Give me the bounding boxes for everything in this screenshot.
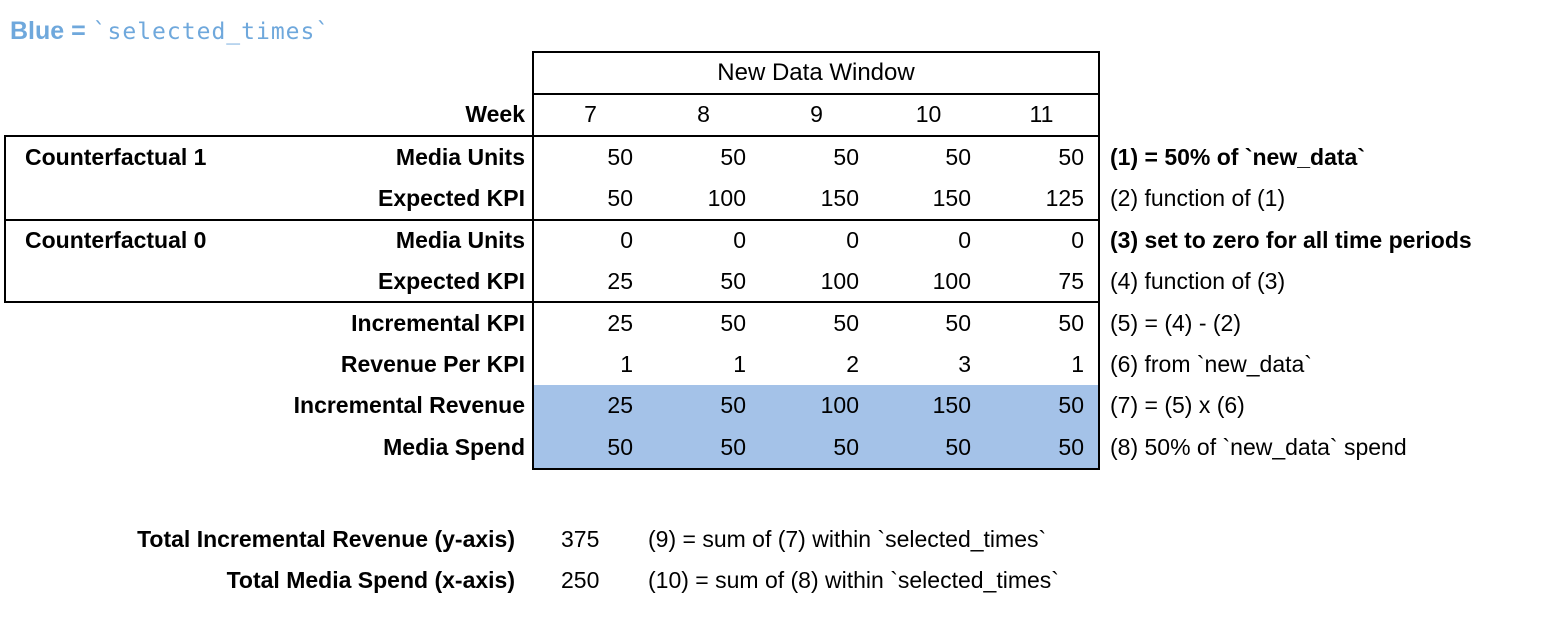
table-cell: 150 xyxy=(932,185,971,211)
table-cell-highlighted: 50 xyxy=(720,392,746,418)
annotation-4: (4) function of (3) xyxy=(1110,268,1286,294)
table-cell: 0 xyxy=(958,227,971,253)
row-label-media-units-cf0: Media Units xyxy=(395,227,525,253)
week-cell: 11 xyxy=(1029,101,1054,127)
table-cell: 50 xyxy=(1058,310,1084,336)
table-cell: 50 xyxy=(833,144,859,170)
week-cell: 9 xyxy=(810,101,823,127)
row-label-media-units-cf1: Media Units xyxy=(395,144,525,170)
table-cell: 1 xyxy=(1071,351,1084,377)
week-cell: 8 xyxy=(697,101,710,127)
row-label-expected-kpi-cf1: Expected KPI xyxy=(378,185,525,211)
annotation-10: (10) = sum of (8) within `selected_times` xyxy=(648,567,1059,593)
table-cell: 25 xyxy=(607,268,633,294)
table-cell-highlighted: 100 xyxy=(820,392,859,418)
table-cell: 2 xyxy=(846,351,859,377)
table-cell: 0 xyxy=(620,227,633,253)
total-media-spend-value: 250 xyxy=(561,567,600,593)
annotation-3: (3) set to zero for all time periods xyxy=(1110,227,1472,253)
table-cell: 50 xyxy=(945,310,971,336)
table-cell: 50 xyxy=(720,268,746,294)
table-cell: 100 xyxy=(707,185,746,211)
table-cell: 50 xyxy=(720,310,746,336)
table-cell-highlighted: 50 xyxy=(945,434,971,460)
table-cell: 50 xyxy=(945,144,971,170)
table-cell-highlighted: 50 xyxy=(720,434,746,460)
row-label-incremental-revenue: Incremental Revenue xyxy=(293,392,525,418)
table-cell: 50 xyxy=(720,144,746,170)
legend-blue-label: Blue = xyxy=(10,17,93,45)
table-cell-highlighted: 50 xyxy=(1058,434,1084,460)
table-cell: 25 xyxy=(607,310,633,336)
table-cell-highlighted: 50 xyxy=(833,434,859,460)
table-cell: 50 xyxy=(607,144,633,170)
table-cell: 100 xyxy=(932,268,971,294)
table-border-bottom xyxy=(532,468,1100,470)
table-cell: 125 xyxy=(1045,185,1084,211)
table-cell: 0 xyxy=(733,227,746,253)
week-cell: 10 xyxy=(915,101,942,127)
row-label-media-spend: Media Spend xyxy=(383,434,525,460)
table-cell: 50 xyxy=(1058,144,1084,170)
total-incremental-revenue-label: Total Incremental Revenue (y-axis) xyxy=(137,526,515,552)
week-label: Week xyxy=(465,101,525,127)
annotation-7: (7) = (5) x (6) xyxy=(1110,392,1245,418)
table-cell-highlighted: 25 xyxy=(607,392,633,418)
annotation-1: (1) = 50% of `new_data` xyxy=(1110,144,1365,170)
table-cell: 0 xyxy=(846,227,859,253)
new-data-window-header: New Data Window xyxy=(717,59,915,86)
group-label-counterfactual-1: Counterfactual 1 xyxy=(25,144,207,170)
annotation-2: (2) function of (1) xyxy=(1110,185,1286,211)
legend-selected-times-code: `selected_times` xyxy=(92,19,331,45)
annotation-8: (8) 50% of `new_data` spend xyxy=(1110,434,1407,460)
table-cell: 100 xyxy=(820,268,859,294)
total-incremental-revenue-value: 375 xyxy=(561,526,600,552)
table-cell: 75 xyxy=(1058,268,1084,294)
table-cell: 3 xyxy=(958,351,971,377)
table-cell: 50 xyxy=(607,185,633,211)
table-cell: 0 xyxy=(1071,227,1084,253)
total-media-spend-label: Total Media Spend (x-axis) xyxy=(226,567,515,593)
table-cell: 50 xyxy=(833,310,859,336)
legend xyxy=(10,14,330,48)
row-label-incremental-kpi: Incremental KPI xyxy=(351,310,525,336)
table-cell: 1 xyxy=(733,351,746,377)
annotation-6: (6) from `new_data` xyxy=(1110,351,1312,377)
row-label-revenue-per-kpi: Revenue Per KPI xyxy=(340,351,525,377)
table-cell-highlighted: 50 xyxy=(1058,392,1084,418)
table-cell: 1 xyxy=(620,351,633,377)
group-label-counterfactual-0: Counterfactual 0 xyxy=(25,227,207,253)
annotation-5: (5) = (4) - (2) xyxy=(1110,310,1241,336)
table-border-data-right xyxy=(1098,51,1100,470)
annotation-9: (9) = sum of (7) within `selected_times` xyxy=(648,526,1047,552)
week-cell: 7 xyxy=(584,101,597,127)
table-cell-highlighted: 150 xyxy=(932,392,971,418)
row-label-expected-kpi-cf0: Expected KPI xyxy=(378,268,525,294)
table-cell-highlighted: 50 xyxy=(607,434,633,460)
table-cell: 150 xyxy=(820,185,859,211)
